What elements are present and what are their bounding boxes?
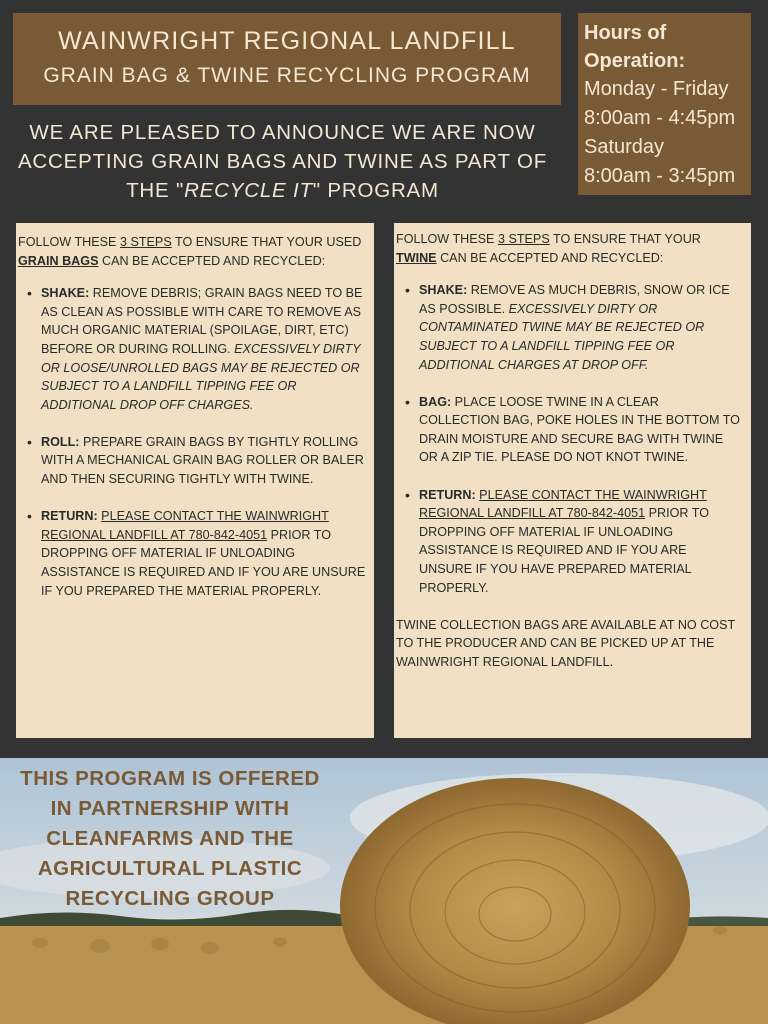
hours-title-line2: Operation:	[584, 50, 686, 72]
twine-bag-label: BAG:	[419, 394, 452, 409]
hay-bale	[340, 778, 690, 1024]
twine-step-shake	[404, 281, 741, 374]
twine-bag-text: PLACE LOOSE TWINE IN A CLEAR COLLECTION BAG, POKE HOLES IN THE BOTTOM TO DRAIN MOISTURE AND SECURE BAG WITH TWINE OR A ZIP TIE. PLEASE DO NOT KNOT TWINE.	[419, 394, 740, 465]
page-subtitle: GRAIN BAG & TWINE RECYCLING PROGRAM	[43, 64, 531, 87]
twine-return-label: RETURN:	[419, 487, 476, 502]
grain-roll-label: ROLL:	[41, 434, 80, 449]
twine-return-contact: PLEASE CONTACT THE WAINWRIGHT REGIONAL LANDFILL AT 780-842-4051	[419, 487, 707, 521]
saturday-hours: 8:00am - 3:45pm	[584, 165, 736, 187]
twine-intro-item: TWINE	[396, 250, 437, 265]
hours-title-line1: Hours of	[584, 22, 667, 44]
weekday-label: Monday - Friday	[584, 78, 729, 100]
grain-intro-pre: FOLLOW THESE	[18, 235, 120, 249]
announcement-line3-post: " PROGRAM	[312, 179, 439, 202]
grain-return-label: RETURN:	[41, 509, 98, 524]
grain-intro-post: CAN BE ACCEPTED AND RECYCLED:	[98, 253, 326, 268]
grain-shake-label: SHAKE:	[41, 286, 90, 301]
twine-step-bag	[404, 393, 741, 467]
partnership-line1: THIS PROGRAM IS OFFERED	[20, 767, 320, 790]
grain-roll-text: PREPARE GRAIN BAGS BY TIGHTLY ROLLING WITH A MECHANICAL GRAIN BAG ROLLER OR BALER AND THEN SECURING TIGHTLY WITH TWINE.	[41, 434, 364, 487]
grain-bags-panel	[16, 223, 374, 738]
twine-shake-label: SHAKE:	[419, 283, 468, 298]
twine-intro-pre: FOLLOW THESE	[396, 232, 498, 246]
grain-step-shake	[26, 284, 366, 414]
twine-intro-mid: TO ENSURE THAT YOUR	[549, 232, 701, 246]
partnership-text	[0, 764, 340, 914]
announcement-line3	[5, 176, 560, 205]
announcement-line2: ACCEPTING GRAIN BAGS AND TWINE AS PART OF	[17, 150, 548, 173]
hours-of-operation	[578, 13, 751, 195]
twine-steps	[396, 281, 741, 597]
partnership-line4: AGRICULTURAL PLASTIC	[37, 857, 303, 880]
twine-shake-warning: EXCESSIVELY DIRTY OR CONTAMINATED TWINE MAY BE REJECTED OR SUBJECT TO A LANDFILL TIPPING FEE OR ADDITIONAL CHARGES AT DROP OFF.	[419, 301, 705, 372]
grain-shake-text: REMOVE DEBRIS; GRAIN BAGS NEED TO BE AS CLEAN AS POSSIBLE WITH CARE TO REMOVE AS MUCH ORGANIC MATERIAL (SPOILAGE, DIRT, ETC) BEFORE OR DURING ROLLING.	[41, 286, 363, 356]
program-name: RECYCLE IT	[184, 179, 313, 202]
twine-step-return	[404, 486, 741, 598]
announcement	[5, 118, 560, 205]
twine-panel	[394, 223, 751, 738]
grain-return-contact: PLEASE CONTACT THE WAINWRIGHT REGIONAL LANDFILL AT 780-842-4051	[41, 509, 329, 542]
grain-shake-warning: EXCESSIVELY DIRTY OR LOOSE/UNROLLED BAGS MAY BE REJECTED OR SUBJECT TO A LANDFILL TIPPING FEE OR ADDITIONAL DROP OFF CHARGES.	[41, 341, 361, 412]
partnership-line2: IN PARTNERSHIP WITH	[50, 797, 290, 820]
weekday-hours: 8:00am - 4:45pm	[584, 107, 736, 129]
grain-bags-intro	[18, 233, 366, 270]
twine-intro-steps: 3 STEPS	[497, 232, 550, 246]
page-title: WAINWRIGHT REGIONAL LANDFILL	[58, 27, 516, 55]
saturday-label: Saturday	[584, 136, 665, 158]
announcement-line1: WE ARE PLEASED TO ANNOUNCE WE ARE NOW	[29, 121, 536, 144]
partnership-line3: CLEANFARMS AND THE	[46, 827, 294, 850]
twine-intro	[396, 230, 741, 267]
twine-footer-note: TWINE COLLECTION BAGS ARE AVAILABLE AT NO COST TO THE PRODUCER AND CAN BE PICKED UP AT THE WAINWRIGHT REGIONAL LANDFILL.	[396, 617, 735, 669]
grain-step-roll	[26, 433, 366, 489]
grain-intro-item: GRAIN BAGS	[18, 253, 99, 268]
announcement-line3-pre: THE "	[126, 179, 185, 202]
title-banner	[13, 13, 561, 105]
partnership-line5: RECYCLING GROUP	[65, 887, 275, 910]
grain-step-return	[26, 507, 366, 600]
grain-intro-mid: TO ENSURE THAT YOUR USED	[171, 235, 362, 249]
grain-bags-steps	[18, 284, 366, 600]
grain-intro-steps: 3 STEPS	[119, 235, 172, 249]
twine-shake-text: REMOVE AS MUCH DEBRIS, SNOW OR ICE AS POSSIBLE.	[419, 283, 730, 316]
twine-return-text: PRIOR TO DROPPING OFF MATERIAL IF UNLOADING ASSISTANCE IS REQUIRED AND IF YOU ARE UNSURE IF YOU HAVE PREPARED MATERIAL PROPERLY.	[419, 506, 710, 595]
twine-intro-post: CAN BE ACCEPTED AND RECYCLED:	[436, 250, 664, 265]
grain-return-text: PRIOR TO DROPPING OFF MATERIAL IF UNLOADING ASSISTANCE IS REQUIRED AND IF YOU ARE UNSURE IF YOU PREPARED THE MATERIAL PROPERLY.	[41, 527, 366, 598]
